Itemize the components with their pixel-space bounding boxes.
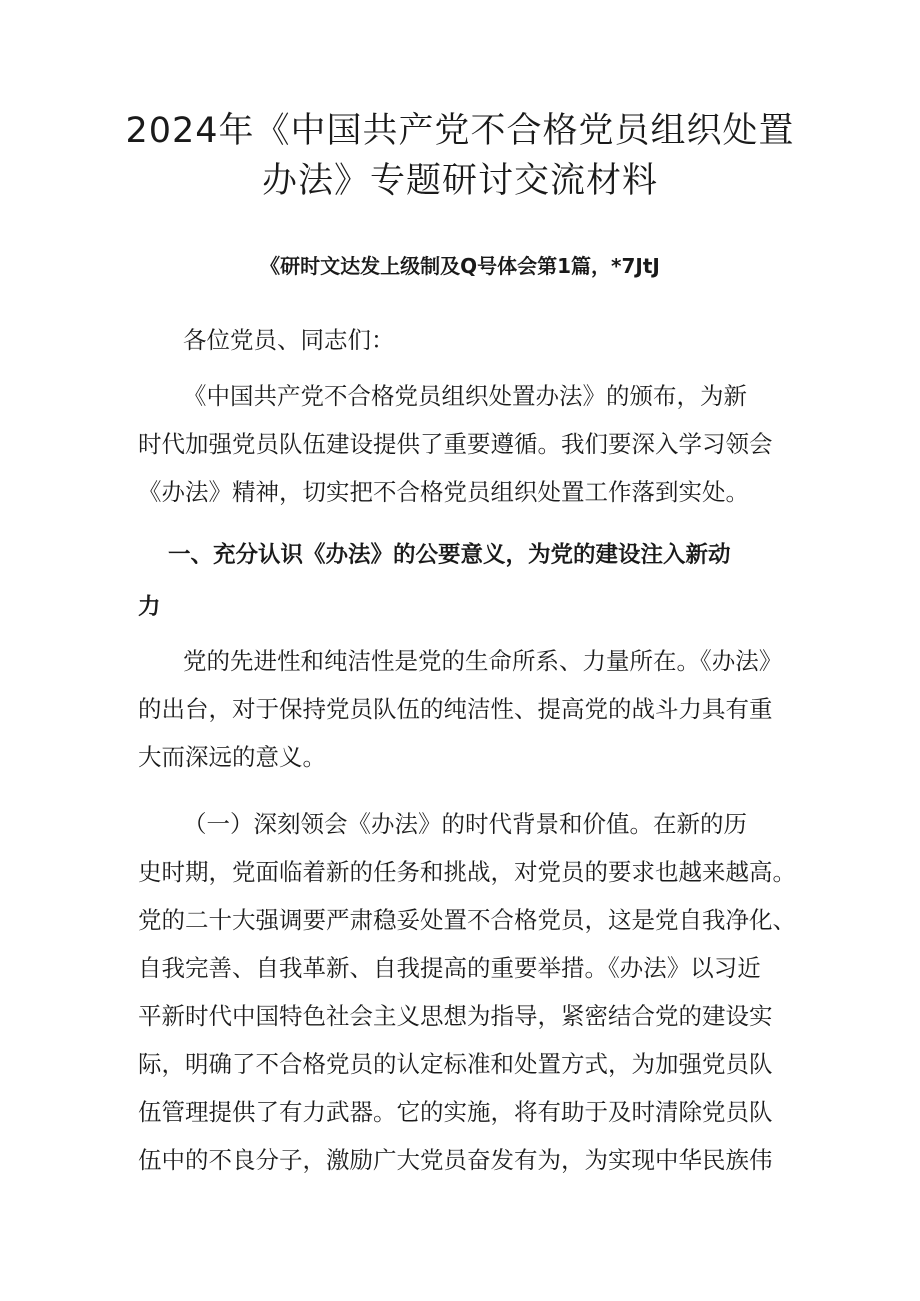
subsection-1-line-7: 伍管理提供了有力武器。它的实施，将有助于及时清除党员队 <box>138 1098 773 1126</box>
section-1-para-line-3: 大而深远的意义。 <box>138 743 326 771</box>
document-title-line-2: 办法》专题研讨交流材料 <box>261 161 658 201</box>
intro-paragraph <box>138 372 798 516</box>
subsection-1-line-4: 自我完善、自我革新、自我提高的重要举措。《办法》以习近 <box>138 954 761 982</box>
section-1-para-line-2: 的出台，对于保持党员队伍的纯洁性、提高党的战斗力具有重 <box>138 695 773 723</box>
section-1-heading <box>138 529 798 633</box>
subsection-1-line-5: 平新时代中国特色社会主义思想为指导，紧密结合党的建设实 <box>138 1002 773 1030</box>
section-1-paragraph <box>138 637 798 781</box>
subsection-1-line-3: 党的二十大强调要严肃稳妥处置不合格党员，这是党自我净化、 <box>138 906 796 934</box>
subsection-1-line-6: 际，明确了不合格党员的认定标准和处置方式，为加强党员队 <box>138 1050 773 1078</box>
subsection-1-line-1: （一）深刻领会《办法》的时代背景和价值。在新的历 <box>183 810 747 838</box>
document-title-line-1: 2024年《中国共产党不合格党员组织处置 <box>125 111 795 151</box>
subsection-1-line-8: 伍中的不良分子，激励广大党员奋发有为，为实现中华民族伟 <box>138 1146 773 1174</box>
section-1-para-line-1: 党的先进性和纯洁性是党的生命所系、力量所在。《办法》 <box>183 647 783 675</box>
section-1-heading-line-2: 力 <box>138 594 161 620</box>
intro-line-2: 时代加强党员队伍建设提供了重要遵循。我们要深入学习领会 <box>138 430 773 458</box>
section-1-heading-line-1: 一、充分认识《办法》的公要意义，为党的建设注入新动 <box>168 542 731 568</box>
intro-line-3: 《办法》精神，切实把不合格党员组织处置工作落到实处。 <box>138 478 749 506</box>
subsection-1-paragraph <box>138 800 798 1184</box>
subsection-1-line-2: 史时期，党面临着新的任务和挑战，对党员的要求也越来越高。 <box>138 858 796 886</box>
intro-line-1: 《中国共产党不合格党员组织处置办法》的颁布，为新 <box>183 382 747 410</box>
salutation <box>138 316 798 364</box>
document-subtitle: 《研时文达发上级制及Q号体会第1篇，*7JtJ <box>260 254 660 278</box>
salutation-line: 各位党员、同志们： <box>183 326 395 354</box>
